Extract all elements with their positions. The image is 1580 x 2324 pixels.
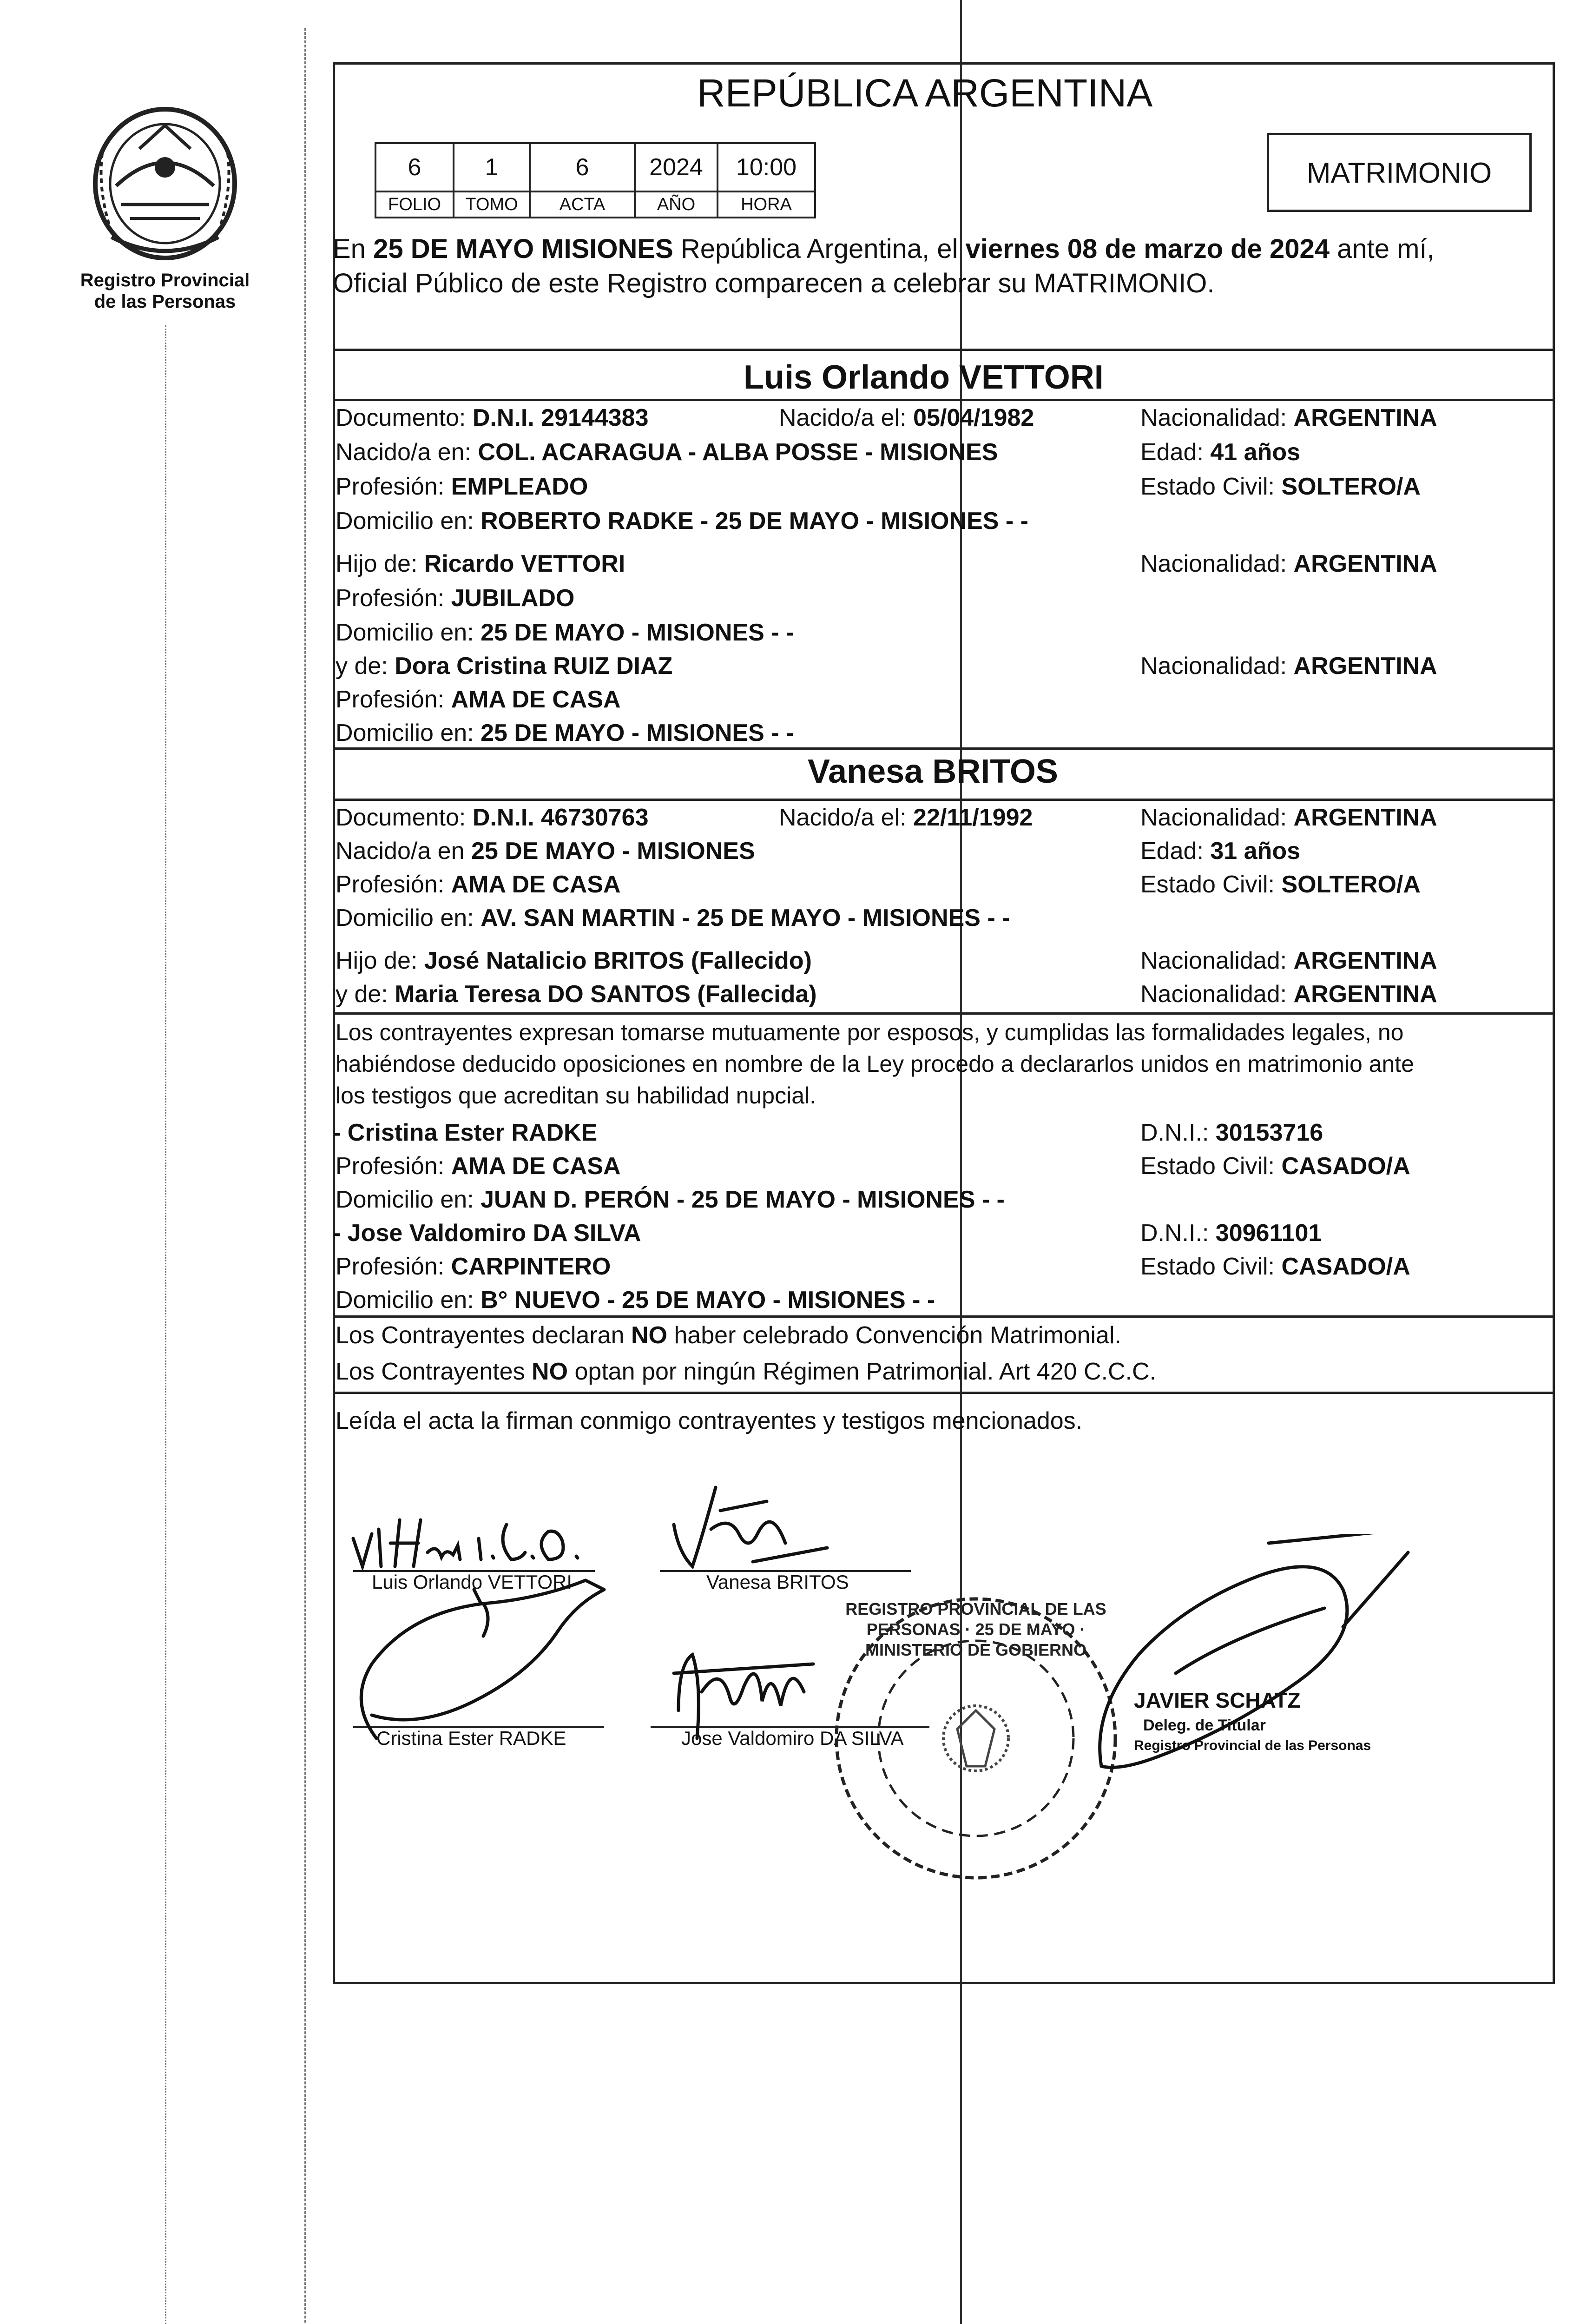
- groom-birthplace: Nacido/a en: COL. ACARAGUA - ALBA POSSE - MISIONES: [336, 439, 998, 466]
- groom-father-nationality: Nacionalidad: ARGENTINA: [1140, 550, 1437, 577]
- witness1-handwritten-signature: [344, 1562, 613, 1743]
- groom-father: Hijo de: Ricardo VETTORI: [336, 550, 625, 577]
- official-stamp-title: Deleg. de Titular: [1143, 1717, 1266, 1734]
- bride-civil-status: Estado Civil: SOLTERO/A: [1140, 871, 1421, 898]
- official-stamp-name: JAVIER SCHATZ: [1134, 1688, 1301, 1712]
- divider-closing: [333, 1392, 1555, 1394]
- acta-label-cell: ACTA: [529, 191, 636, 218]
- witness1-address: Domicilio en: JUAN D. PERÓN - 25 DE MAYO - MISIONES - -: [336, 1186, 1005, 1213]
- groom-address: Domicilio en: ROBERTO RADKE - 25 DE MAYO - MISIONES - -: [336, 508, 1028, 535]
- witness2-profession: Profesión: CARPINTERO: [336, 1253, 611, 1280]
- bride-nationality: Nacionalidad: ARGENTINA: [1140, 804, 1437, 831]
- groom-civil-status: Estado Civil: SOLTERO/A: [1140, 473, 1421, 500]
- official-seal: [827, 1590, 1125, 1887]
- groom-age: Edad: 41 años: [1140, 439, 1300, 466]
- bride-age: Edad: 31 años: [1140, 838, 1300, 865]
- declaration-line-1: Los contrayentes expresan tomarse mutuamente por esposos, y cumplidas las formalidades legales, no: [336, 1019, 1404, 1045]
- groom-father-address: Domicilio en: 25 DE MAYO - MISIONES - -: [336, 619, 794, 646]
- bride-father-nationality: Nacionalidad: ARGENTINA: [1140, 947, 1437, 974]
- groom-father-profession: Profesión: JUBILADO: [336, 585, 575, 612]
- acta-value-cell: 6: [529, 142, 636, 192]
- divider-convention: [333, 1315, 1555, 1318]
- hora-value-cell: 10:00: [717, 142, 816, 192]
- groom-document: Documento: D.N.I. 29144383: [336, 404, 649, 431]
- bride-signature-label: Vanesa BRITOS: [706, 1571, 849, 1593]
- emblem-org-line2: de las Personas: [94, 291, 236, 312]
- province-emblem: [84, 98, 246, 265]
- intro-line-1: En 25 DE MAYO MISIONES República Argentina, el viernes 08 de marzo de 2024 ante mí,: [333, 234, 1435, 264]
- record-type-label: MATRIMONIO: [1306, 157, 1492, 189]
- declaration-line-2: habiéndose deducido oposiciones en nombre de la Ley procedo a declararlos unidos en matrimonio ante: [336, 1051, 1414, 1077]
- document-title: REPÚBLICA ARGENTINA: [697, 71, 1153, 115]
- groom-mother: y de: Dora Cristina RUIZ DIAZ: [336, 653, 673, 680]
- official-handwritten-signature: [1083, 1534, 1417, 1794]
- witness1-profession: Profesión: AMA DE CASA: [336, 1153, 621, 1180]
- bride-birthplace: Nacido/a en 25 DE MAYO - MISIONES: [336, 838, 755, 865]
- groom-mother-profession: Profesión: AMA DE CASA: [336, 686, 621, 713]
- tomo-value-cell: 1: [453, 142, 531, 192]
- official-stamp-org: Registro Provincial de las Personas: [1134, 1738, 1371, 1753]
- seal-ring-text: REGISTRO PROVINCIAL DE LAS PERSONAS · 25 DE MAYO · MINISTERIO DE GOBIERNO: [845, 1599, 1106, 1659]
- margin-dot-line: [165, 325, 166, 2324]
- convention-line-2: Los Contrayentes NO optan por ningún Régimen Patrimonial. Art 420 C.C.C.: [336, 1358, 1157, 1385]
- closing-statement: Leída el acta la firman conmigo contrayentes y testigos mencionados.: [336, 1407, 1083, 1434]
- bride-address: Domicilio en: AV. SAN MARTIN - 25 DE MAYO - MISIONES - -: [336, 905, 1010, 931]
- anio-label-cell: AÑO: [634, 191, 718, 218]
- witness1-civil-status: Estado Civil: CASADO/A: [1140, 1153, 1410, 1180]
- bride-handwritten-signature: [660, 1473, 836, 1576]
- bride-name: Vanesa BRITOS: [808, 753, 1058, 790]
- margin-dash-line: [304, 28, 306, 2324]
- witness2-name: - Jose Valdomiro DA SILVA: [333, 1220, 641, 1247]
- anio-value-cell: 2024: [634, 142, 718, 192]
- misiones-shield-icon: [84, 98, 246, 265]
- witness1-name: - Cristina Ester RADKE: [333, 1119, 598, 1146]
- groom-nationality: Nacionalidad: ARGENTINA: [1140, 404, 1437, 431]
- bride-profession: Profesión: AMA DE CASA: [336, 871, 621, 898]
- witness2-dni: D.N.I.: 30961101: [1140, 1220, 1322, 1247]
- divider-groom-title: [333, 399, 1555, 401]
- intro-line-2: Oficial Público de este Registro comparecen a celebrar su MATRIMONIO.: [333, 268, 1215, 298]
- bride-birthdate: Nacido/a el: 22/11/1992: [779, 804, 1033, 831]
- bride-mother-nationality: Nacionalidad: ARGENTINA: [1140, 981, 1437, 1008]
- groom-profession: Profesión: EMPLEADO: [336, 473, 588, 500]
- groom-name: Luis Orlando VETTORI: [744, 359, 1104, 396]
- witness2-civil-status: Estado Civil: CASADO/A: [1140, 1253, 1410, 1280]
- record-type-box: [1267, 133, 1532, 212]
- witness1-dni: D.N.I.: 30153716: [1140, 1119, 1323, 1146]
- witness2-signature-label: Jose Valdomiro DA SILVA: [681, 1727, 904, 1749]
- groom-birthdate: Nacido/a el: 05/04/1982: [779, 404, 1034, 431]
- folio-label-cell: FOLIO: [375, 191, 454, 218]
- bride-mother: y de: Maria Teresa DO SANTOS (Fallecida): [336, 981, 817, 1008]
- folio-value-cell: 6: [375, 142, 454, 192]
- divider-header: [333, 349, 1555, 351]
- emblem-org-line1: Registro Provincial: [80, 270, 250, 290]
- divider-declaration: [333, 1012, 1555, 1015]
- groom-mother-address: Domicilio en: 25 DE MAYO - MISIONES - -: [336, 720, 794, 746]
- tomo-label-cell: TOMO: [453, 191, 531, 218]
- hora-label-cell: HORA: [717, 191, 816, 218]
- bride-father: Hijo de: José Natalicio BRITOS (Fallecido): [336, 947, 812, 974]
- groom-signature-label: Luis Orlando VETTORI: [372, 1571, 573, 1593]
- divider-bride-data: [333, 799, 1555, 801]
- declaration-line-3: los testigos que acreditan su habilidad nupcial.: [336, 1083, 816, 1109]
- witness1-signature-label: Cristina Ester RADKE: [376, 1727, 566, 1749]
- witness2-address: Domicilio en: B° NUEVO - 25 DE MAYO - MISIONES - -: [336, 1287, 935, 1314]
- groom-mother-nationality: Nacionalidad: ARGENTINA: [1140, 653, 1437, 680]
- convention-line-1: Los Contrayentes declaran NO haber celebrado Convención Matrimonial.: [336, 1322, 1121, 1349]
- witness2-handwritten-signature: [665, 1636, 823, 1748]
- bride-document: Documento: D.N.I. 46730763: [336, 804, 649, 831]
